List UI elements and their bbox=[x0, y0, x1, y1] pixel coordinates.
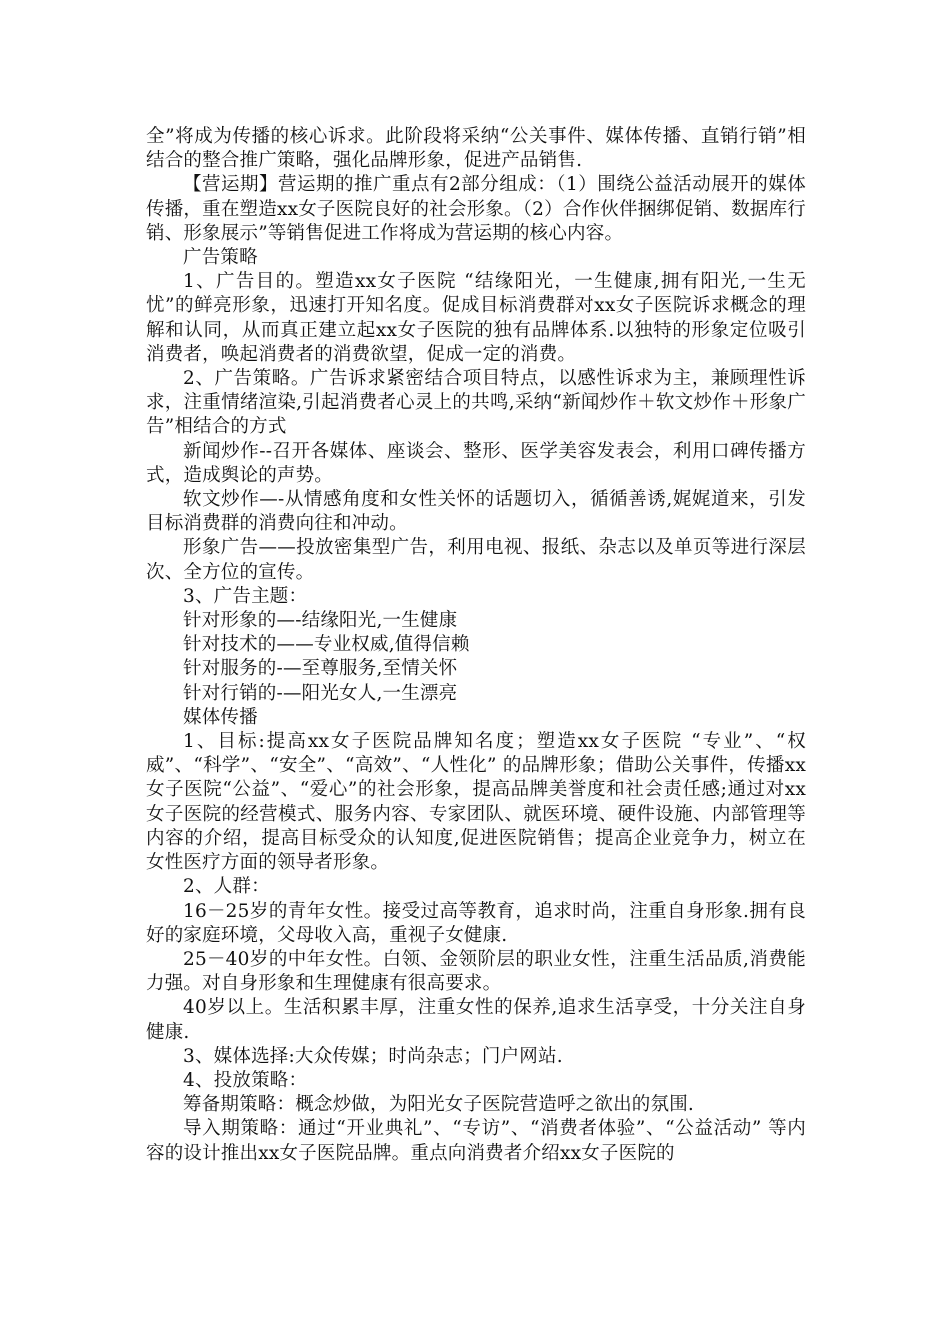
paragraph-audience-16-25: 16－25岁的青年女性。接受过高等教育，追求时尚，注重自身形象.拥有良好的家庭环境，父母收入高，重视子女健康. bbox=[146, 900, 806, 946]
theme-line-technology: 针对技术的——专业权威,值得信赖 bbox=[183, 634, 470, 656]
paragraph-audience-40-plus: 40岁以上。生活积累丰厚，注重女性的保养,追求生活享受，十分关注自身健康. bbox=[146, 997, 806, 1043]
paragraph-ad-theme: 3、广告主题： bbox=[183, 585, 308, 607]
paragraph-soft-article: 软文炒作—-从情感角度和女性关怀的话题切入，循循善诱,娓娓道来，引发目标消费群的消费向往和冲动。 bbox=[146, 489, 806, 535]
paragraph-preparation-strategy: 筹备期策略：概念炒做，为阳光女子医院营造呼之欲出的氛围. bbox=[183, 1094, 694, 1116]
paragraph-continuation: 全”将成为传播的核心诉求。此阶段将采纳“公关事件、媒体传播、直销行销”相结合的整合推广策略，强化品牌形象，促进产品销售. bbox=[146, 126, 806, 172]
paragraph-media-goal: 1、目标:提高xx女子医院品牌知名度；塑造xx女子医院 “专业”、“权威”、“科学”、“安全”、“高效”、“人性化” 的品牌形象；借助公关事件，传播xx女子医院“公益”、“爱心”的社会形象，提高品牌美誉度和社会责任感;通过对xx女子医院的经营模式、服务内容、专家团队、就医环境、硬件设施、内部管理等内容的介绍，提高目标受众的认知度,促进医院销售；提高企业竞争力，树立在女性医疗方面的领导者形象。 bbox=[146, 731, 806, 874]
theme-line-image: 针对形象的—-结缘阳光,一生健康 bbox=[183, 610, 458, 632]
section-heading-media: 媒体传播 bbox=[183, 706, 258, 728]
paragraph-media-selection: 3、媒体选择:大众传媒；时尚杂志；门户网站. bbox=[183, 1045, 563, 1067]
paragraph-operation-period: 【营运期】营运期的推广重点有2部分组成：（1）围绕公益活动展开的媒体传播，重在塑造xx女子医院良好的社会形象。（2）合作伙伴捆绑促销、数据库行销、形象展示”等销售促进工作将成为营运期的核心内容。 bbox=[146, 174, 806, 244]
theme-line-marketing: 针对行销的-—阳光女人,一生漂亮 bbox=[183, 682, 458, 704]
paragraph-introduction-strategy: 导入期策略：通过“开业典礼”、“专访”、“消费者体验”、“公益活动” 等内容的设计推出xx女子医院品牌。重点向消费者介绍xx女子医院的 bbox=[146, 1118, 806, 1164]
document-body bbox=[146, 125, 806, 1166]
paragraph-ad-strategy: 2、广告策略。广告诉求紧密结合项目特点，以感性诉求为主，兼顾理性诉求，注重情绪渲染,引起消费者心灵上的共鸣,采纳“新闻炒作＋软文炒作＋形象广告”相结合的方式 bbox=[146, 368, 806, 438]
paragraph-placement-heading: 4、投放策略： bbox=[183, 1069, 308, 1091]
theme-line-service: 针对服务的-—至尊服务,至情关怀 bbox=[183, 658, 458, 680]
section-heading-ad-strategy: 广告策略 bbox=[183, 247, 258, 269]
paragraph-image-ad: 形象广告——投放密集型广告，利用电视、报纸、杂志以及单页等进行深层次、全方位的宣传。 bbox=[146, 537, 806, 583]
paragraph-news-hype: 新闻炒作--召开各媒体、座谈会、整形、医学美容发表会，利用口碑传播方式，造成舆论的声势。 bbox=[146, 440, 806, 486]
paragraph-audience-heading: 2、人群： bbox=[183, 876, 270, 898]
paragraph-ad-purpose: 1、广告目的。塑造xx女子医院 “结缘阳光，一生健康,拥有阳光,一生无忧”的鲜亮形象，迅速打开知名度。促成目标消费群对xx女子医院诉求概念的理解和认同，从而真正建立起xx女子医院的独有品牌体系.以独特的形象定位吸引消费者，唤起消费者的消费欲望，促成一定的消费。 bbox=[146, 271, 806, 365]
paragraph-audience-25-40: 25－40岁的中年女性。白领、金领阶层的职业女性，注重生活品质,消费能力强。对自身形象和生理健康有很高要求。 bbox=[146, 948, 806, 995]
